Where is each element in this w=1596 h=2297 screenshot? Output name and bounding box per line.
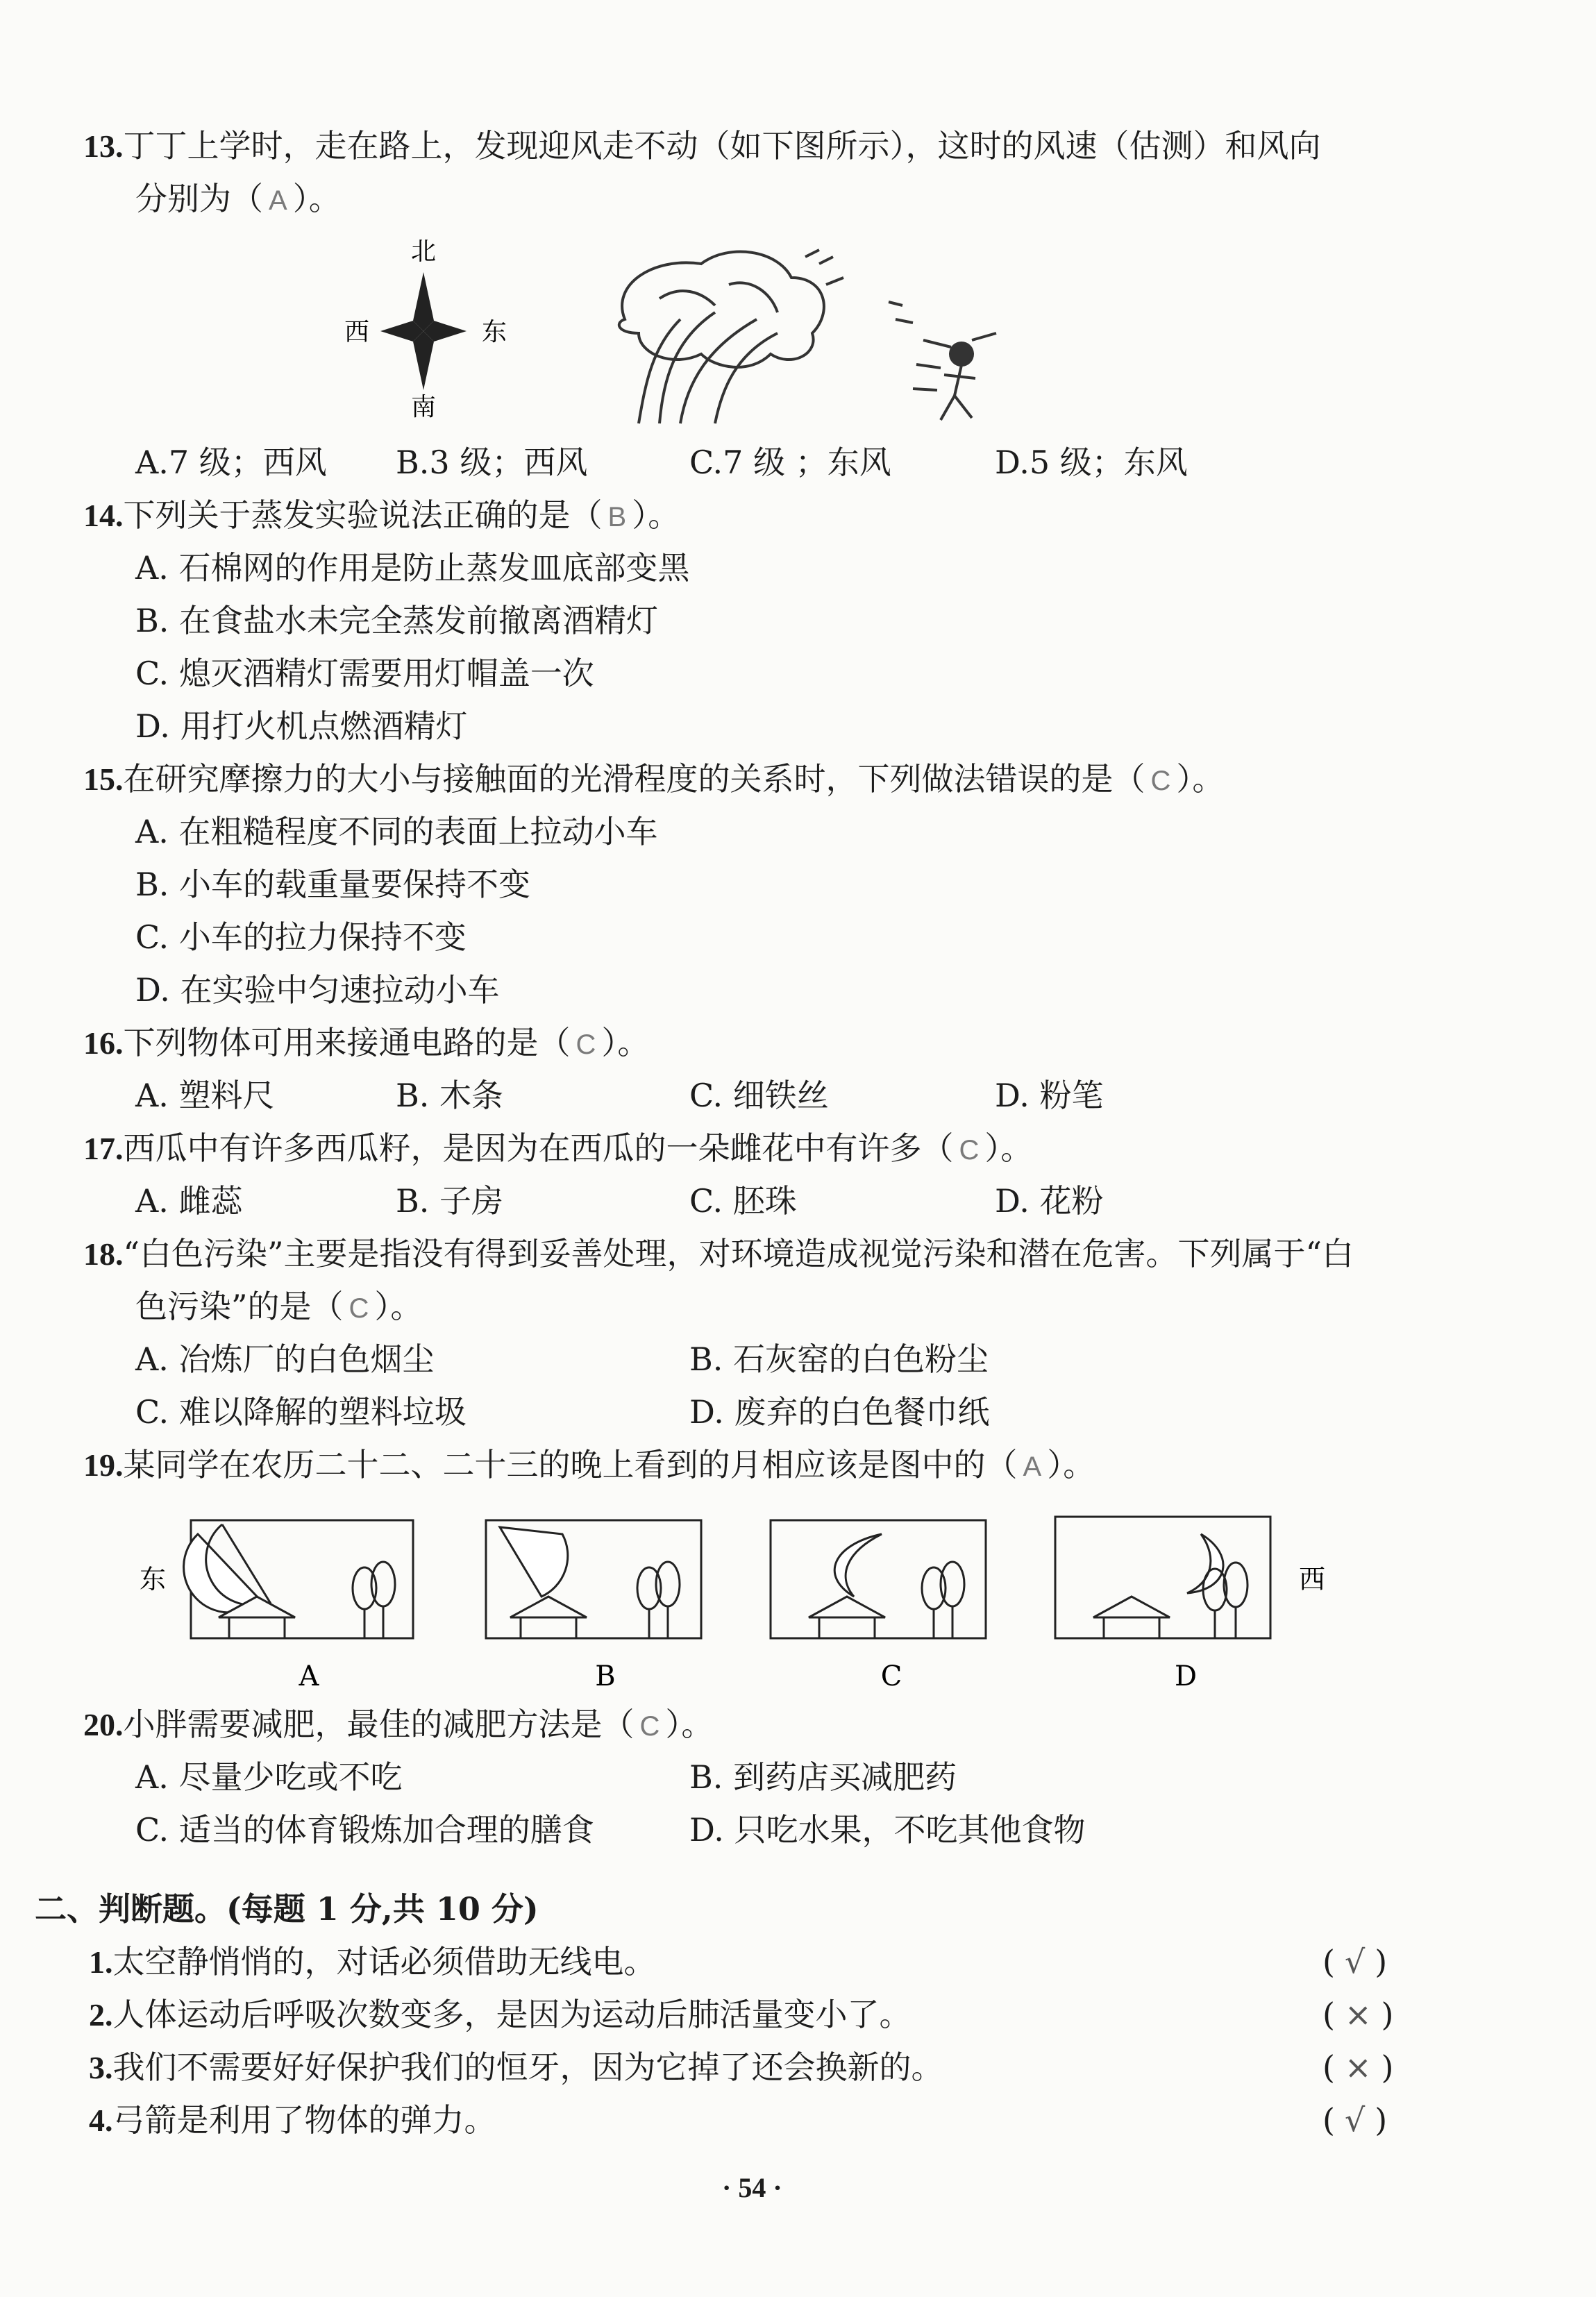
q13-answer: A [269,185,287,216]
compass-north-arm [413,272,434,331]
q16-stem: 16.下列物体可用来接通电路的是（ C ）。 [83,1024,650,1061]
moon-panel-label-d: D [1174,1660,1198,1692]
q13-stem-line2: 分别为（ A ）。 [135,180,341,217]
q18-answer: C [348,1293,369,1324]
q13-number: 13. [83,128,124,164]
compass-figure [333,236,514,423]
q16-option-d: D. 粉笔 [995,1077,1104,1114]
moon-phase-figure [132,1506,1340,1701]
q19-stem: 19.某同学在农历二十二、二十三的晚上看到的月相应该是图中的（ A ）。 [83,1446,1095,1483]
q18-option-b: B. 石灰窑的白色粉尘 [689,1340,989,1378]
q14-option-b: B. 在食盐水未完全蒸发前撤离酒精灯 [135,602,659,639]
judge-mark-3: ( × ) [1322,2048,1394,2086]
windy-scene-illustration [597,236,1027,437]
q15-option-a: A. 在粗糙程度不同的表面上拉动小车 [135,813,658,850]
moon-panel-b [486,1520,701,1638]
q18-option-a: A. 冶炼厂的白色烟尘 [135,1340,435,1378]
q14-number: 14. [83,498,124,533]
q18-number: 18. [83,1236,124,1272]
q13-option-c: C.7 级 ；东风 [689,444,891,481]
moon-figure-west-label: 西 [1298,1564,1326,1595]
q15-option-d: D. 在实验中匀速拉动小车 [135,971,500,1009]
q20-answer: C [639,1711,660,1742]
q14-answer: B [607,502,627,532]
compass-west-label: 西 [344,318,370,346]
q13-stem-line1: 13.丁丁上学时，走在路上，发现迎风走不动（如下图所示），这时的风速（估测）和风向 [83,127,1321,165]
judge-item-3: 3.我们不需要好好保护我们的恒牙，因为它掉了还会换新的。 [89,2048,943,2086]
moon-panel-label-a: A [299,1660,319,1692]
q19-number: 19. [83,1447,124,1483]
moon-panel-label-b: B [595,1660,616,1692]
q13-option-d: D.5 级；东风 [995,444,1188,481]
q14-option-d: D. 用打火机点燃酒精灯 [135,707,468,745]
q18-option-d: D. 废弃的白色餐巾纸 [689,1393,990,1431]
q17-option-c: C. 胚珠 [689,1182,797,1220]
judge-item-1: 1.太空静悄悄的，对话必须借助无线电。 [89,1943,656,1980]
q14-stem: 14.下列关于蒸发实验说法正确的是（ B ）。 [83,496,680,534]
compass-east-label: 东 [481,318,507,346]
judge-item-4: 4.弓箭是利用了物体的弹力。 [89,2101,496,2139]
section2-title: 二、判断题。(每题 1 分,共 10 分) [35,1890,539,1928]
q17-number: 17. [83,1131,124,1166]
q16-option-b: B. 木条 [396,1077,504,1114]
q16-answer: C [576,1029,596,1060]
q15-number: 15. [83,762,124,797]
q15-option-b: B. 小车的载重量要保持不变 [135,866,531,903]
judge-mark-4: ( √ ) [1322,2101,1388,2139]
q17-option-a: A. 雌蕊 [135,1182,243,1220]
moon-figure-east-label: 东 [139,1564,167,1595]
moon-panel-a [184,1520,413,1638]
q18-stem-line2: 色污染”的是（ C ）。 [135,1288,423,1325]
q15-stem: 15.在研究摩擦力的大小与接触面的光滑程度的关系时，下列做法错误的是（ C ）。 [83,760,1225,798]
compass-north-label: 北 [410,237,437,266]
page-number: · 54 · [722,2172,782,2203]
q20-option-c: C. 适当的体育锻炼加合理的膳食 [135,1811,594,1849]
q20-option-d: D. 只吃水果，不吃其他食物 [689,1811,1086,1849]
q14-option-c: C. 熄灭酒精灯需要用灯帽盖一次 [135,655,594,692]
q20-stem: 20.小胖需要减肥，最佳的减肥方法是（ C ）。 [83,1706,714,1743]
q20-number: 20. [83,1707,124,1742]
q17-option-d: D. 花粉 [995,1182,1104,1220]
walking-boy [889,302,996,420]
q15-option-c: C. 小车的拉力保持不变 [135,918,467,956]
q17-stem: 17.西瓜中有许多西瓜籽，是因为在西瓜的一朵雌花中有许多（ C ）。 [83,1129,1033,1167]
judge-mark-1: ( √ ) [1322,1943,1388,1980]
compass-south-label: 南 [410,393,437,421]
q16-option-c: C. 细铁丝 [689,1077,829,1114]
q20-option-a: A. 尽量少吃或不吃 [135,1758,403,1796]
moon-panel-d [1055,1517,1270,1638]
moon-panel-c [771,1520,986,1638]
moon-panel-label-c: C [880,1660,902,1692]
q17-option-b: B. 子房 [396,1182,504,1220]
q13-option-b: B.3 级；西风 [396,444,588,481]
compass-south-arm [413,331,434,390]
q17-answer: C [959,1135,980,1166]
judge-item-2: 2.人体运动后呼吸次数变多，是因为运动后肺活量变小了。 [89,1996,912,2033]
q14-option-a: A. 石棉网的作用是防止蒸发皿底部变黑 [135,549,690,587]
q20-option-b: B. 到药店买减肥药 [689,1758,957,1796]
bent-trees [619,250,843,423]
q15-answer: C [1150,766,1171,796]
q13-option-a: A.7 级；西风 [135,444,327,481]
q19-answer: A [1023,1452,1042,1482]
q18-stem-line1: 18.“白色污染”主要是指没有得到妥善处理，对环境造成视觉污染和潜在危害。下列属于“白 [83,1235,1354,1272]
q16-option-a: A. 塑料尺 [135,1077,275,1114]
q16-number: 16. [83,1025,124,1061]
judge-mark-2: ( × ) [1322,1996,1394,2033]
q18-option-c: C. 难以降解的塑料垃圾 [135,1393,467,1431]
